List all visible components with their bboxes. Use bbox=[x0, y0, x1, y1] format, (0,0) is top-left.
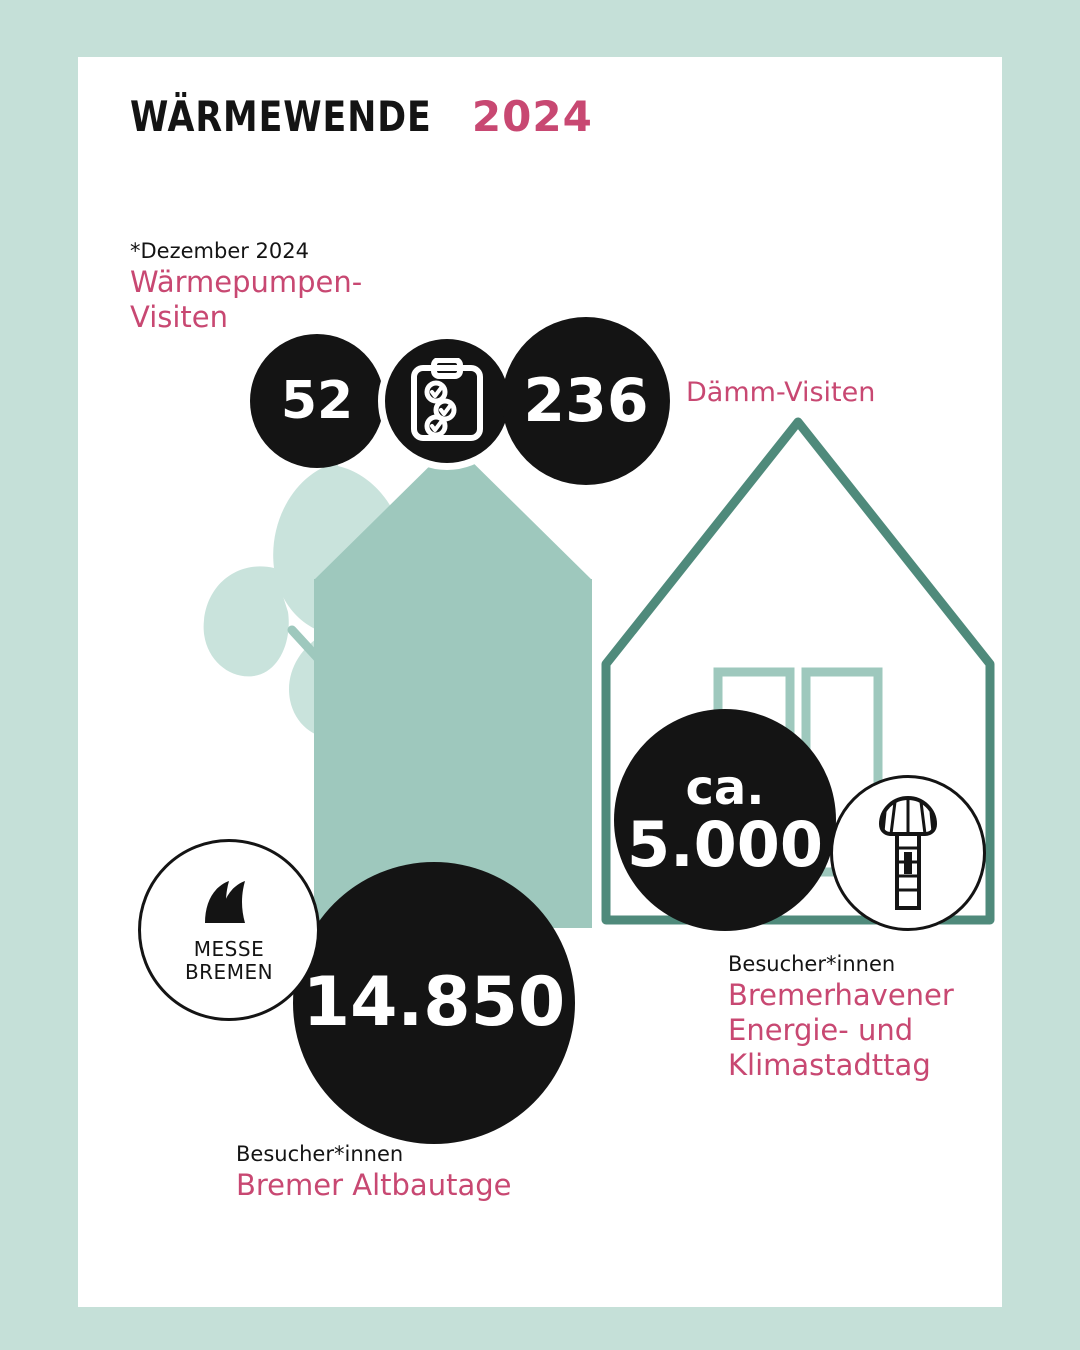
bremerhaven-label-line1: Bremerhavener bbox=[728, 977, 954, 1012]
altbautage-sublabel: Besucher*innen bbox=[236, 1142, 404, 1166]
stat-value-waermepumpen: 52 bbox=[280, 371, 354, 431]
waermepumpen-sublabel: *Dezember 2024 bbox=[130, 239, 309, 263]
waermepumpen-label bbox=[130, 239, 362, 335]
stat-value-altbautage: 14.850 bbox=[302, 963, 566, 1042]
stat-circle-waermepumpen bbox=[250, 334, 384, 468]
messe-bremen-badge bbox=[138, 839, 320, 1021]
stat-circle-daemm bbox=[502, 317, 670, 485]
waermepumpen-label-line1: Wärmepumpen- bbox=[130, 264, 363, 299]
stat-circle-altbautage bbox=[293, 862, 575, 1144]
stat-value-bremerhaven-prefix: ca. bbox=[685, 760, 765, 816]
bremerhaven-label-line2: Energie- und bbox=[728, 1012, 914, 1047]
messe-badge-line2: BREMEN bbox=[184, 959, 274, 984]
stat-circle-bremerhaven bbox=[614, 709, 836, 931]
messe-badge-line1: MESSE bbox=[193, 936, 265, 961]
bremerhaven-sublabel: Besucher*innen bbox=[728, 952, 896, 976]
waermepumpen-label-line2: Visiten bbox=[130, 299, 229, 334]
title-year: 2024 bbox=[471, 92, 593, 141]
daemm-label-text: Dämm-Visiten bbox=[686, 377, 876, 408]
title-main: WÄRMEWENDE bbox=[130, 92, 432, 141]
poster-canvas bbox=[78, 57, 1002, 1307]
daemm-label bbox=[686, 377, 875, 410]
altbautage-label bbox=[236, 1142, 576, 1203]
stat-value-daemm: 236 bbox=[523, 366, 649, 436]
bremerhaven-label-line3: Klimastadttag bbox=[728, 1048, 931, 1083]
stat-value-bremerhaven: 5.000 bbox=[626, 808, 824, 881]
clipboard-check-icon bbox=[378, 332, 516, 470]
messe-bremen-logo-icon bbox=[199, 877, 259, 932]
insulation-dowel-icon bbox=[830, 775, 986, 931]
house-filled-shape bbox=[314, 443, 592, 928]
bremerhaven-label bbox=[728, 952, 988, 1084]
altbautage-label-text: Bremer Altbautage bbox=[236, 1167, 512, 1202]
